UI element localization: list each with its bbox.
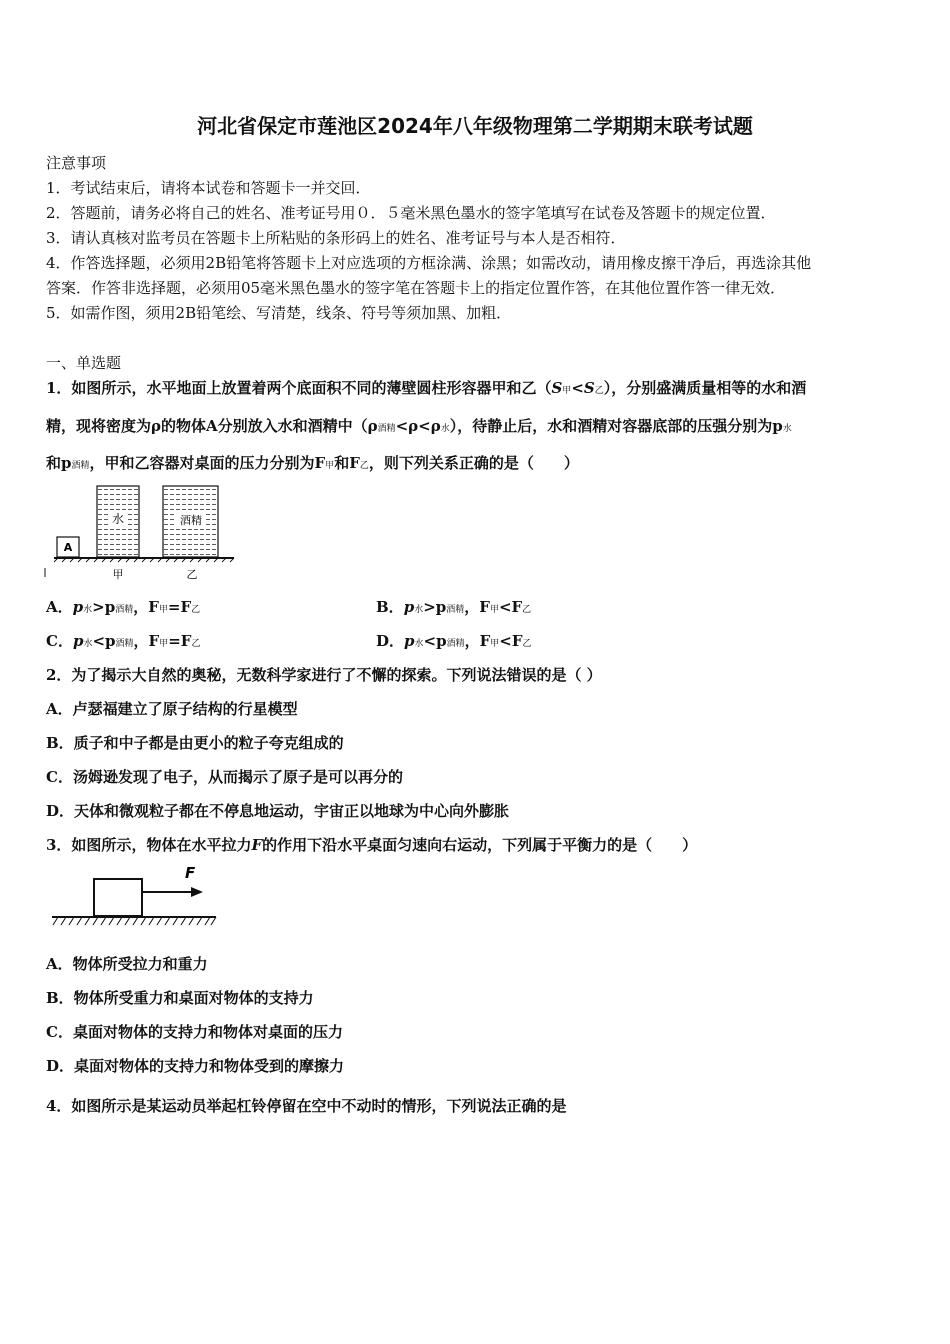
- q3-option-b[interactable]: B．物体所受重力和桌面对物体的支持力: [46, 989, 314, 1007]
- water-label: 水: [111, 512, 125, 526]
- q1-option-b[interactable]: B．p水>p酒精，F甲<F乙: [376, 598, 532, 616]
- notice-heading: 注意事项: [46, 154, 107, 172]
- force-label: F: [185, 864, 196, 882]
- alcohol-label: 酒精: [180, 514, 202, 527]
- q1-figure: [44, 482, 244, 582]
- q2-stem: 2．为了揭示大自然的奥秘，无数科学家进行了不懈的探索。下列说法错误的是（ ）: [46, 666, 602, 684]
- q1-stem-line-3: 和p酒精，甲和乙容器对桌面的压力分别为F甲和F乙，则下列关系正确的是（ ）: [46, 454, 579, 472]
- q4-stem: 4．如图所示是某运动员举起杠铃停留在空中不动时的情形，下列说法正确的是: [46, 1097, 567, 1115]
- q3-figure: [48, 862, 223, 932]
- object-block: [94, 879, 142, 916]
- q1-stem-line-2: 精，现将密度为ρ的物体A分别放入水和酒精中（ρ酒精<ρ<ρ水），待静止后，水和酒精对容器底部的压强分别为p水: [46, 417, 792, 435]
- section-heading: 一、单选题: [46, 354, 122, 372]
- q3-stem: 3．如图所示，物体在水平拉力F的作用下沿水平桌面匀速向右运动，下列属于平衡力的是（ ）: [46, 836, 698, 854]
- q1-option-a[interactable]: A．p水>p酒精，F甲=F乙: [46, 598, 201, 616]
- q1-option-d[interactable]: D．p水<p酒精，F甲<F乙: [376, 632, 532, 650]
- q3-option-d[interactable]: D．桌面对物体的支持力和物体受到的摩擦力: [46, 1057, 345, 1075]
- q2-option-c[interactable]: C．汤姆逊发现了电子，从而揭示了原子是可以再分的: [46, 768, 403, 786]
- notice-item-1: 1．考试结束后，请将本试卷和答题卡一并交回．: [46, 179, 371, 197]
- jia-label: 甲: [112, 568, 124, 581]
- page-title: 河北省保定市莲池区2024年八年级物理第二学期期末联考试题: [197, 114, 753, 138]
- q1-option-c[interactable]: C．p水<p酒精，F甲=F乙: [46, 632, 201, 650]
- yi-label: 乙: [186, 568, 198, 581]
- q2-option-d[interactable]: D．天体和微观粒子都在不停息地运动，宇宙正以地球为中心向外膨胀: [46, 802, 510, 820]
- q3-option-a[interactable]: A．物体所受拉力和重力: [46, 955, 208, 973]
- notice-item-3: 3．请认真核对监考员在答题卡上所粘贴的条形码上的姓名、准考证号与本人是否相符．: [46, 229, 626, 247]
- q2-option-a[interactable]: A．卢瑟福建立了原子结构的行星模型: [46, 700, 298, 718]
- notice-item-5: 5．如需作图，须用2B铅笔绘、写清楚，线条、符号等须加黑、加粗．: [46, 304, 512, 322]
- force-arrow-head: [191, 887, 203, 897]
- q1-stem-line-1: 1．如图所示，水平地面上放置着两个底面积不同的薄壁圆柱形容器甲和乙（S甲<S乙），分别盛满质量相等的水和酒: [46, 379, 807, 397]
- q3-option-c[interactable]: C．桌面对物体的支持力和物体对桌面的压力: [46, 1023, 343, 1041]
- table-hatch: [53, 917, 216, 925]
- notice-item-2: 2．答题前，请务必将自己的姓名、准考证号用０．５毫米黑色墨水的签字笔填写在试卷及答题卡的规定位置．: [46, 204, 776, 222]
- notice-item-4: 4．作答选择题，必须用2B铅笔将答题卡上对应选项的方框涂满、涂黑；如需改动，请用橡皮擦干净后，再选涂其他: [46, 254, 812, 272]
- block-a-label: A: [63, 541, 73, 554]
- q2-option-b[interactable]: B．质子和中子都是由更小的粒子夸克组成的: [46, 734, 344, 752]
- notice-item-4-cont: 答案．作答非选择题，必须用05毫米黑色墨水的签字笔在答题卡上的指定位置作答，在其他位置作答一律无效．: [46, 279, 786, 297]
